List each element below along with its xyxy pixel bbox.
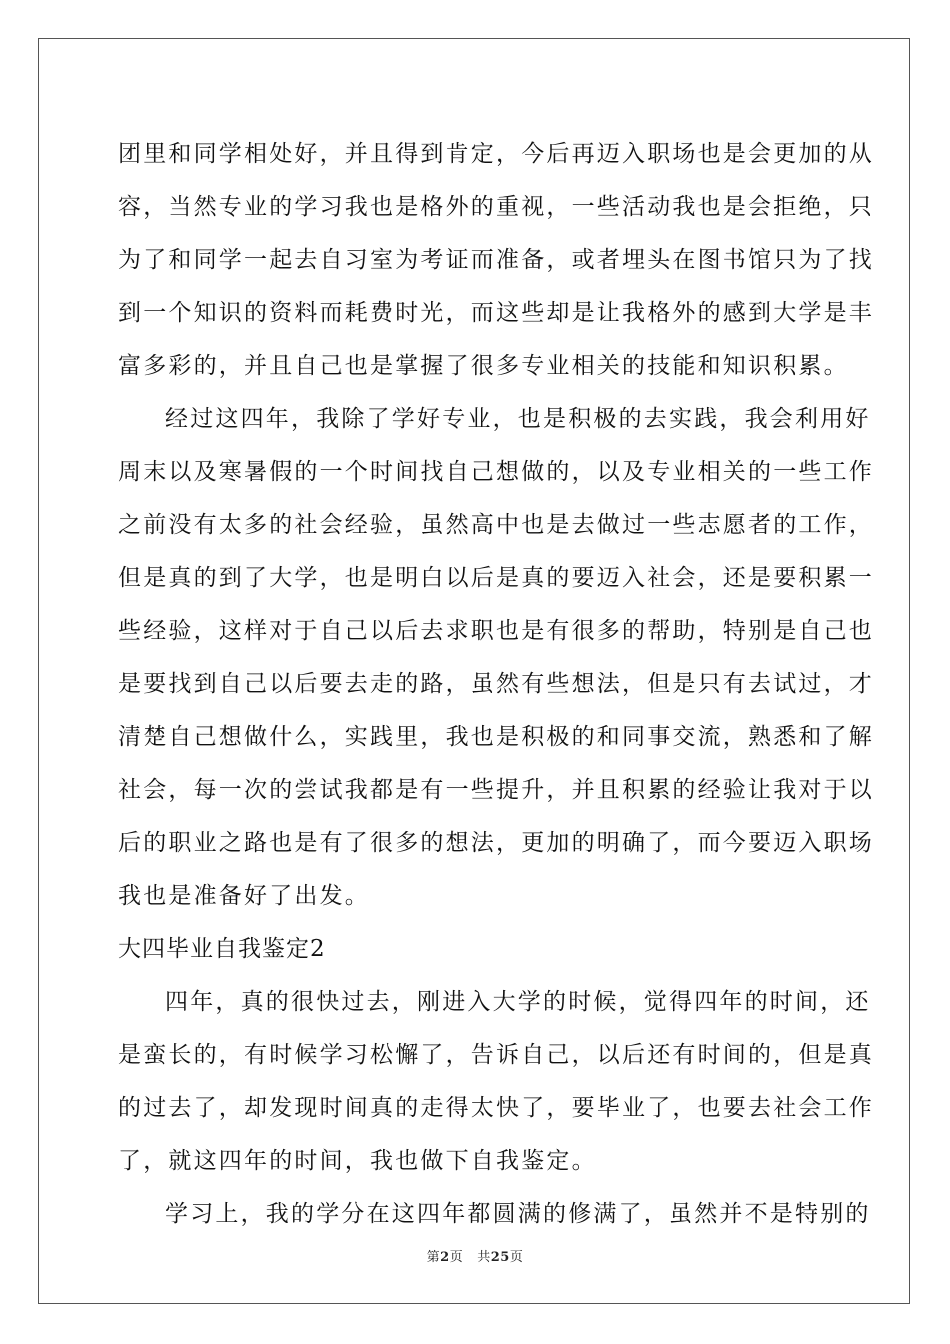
text-line: 后的职业之路也是有了很多的想法，更加的明确了，而今要迈入职场	[118, 830, 874, 856]
page-suffix: 页	[449, 1250, 464, 1265]
text-line: 社会，每一次的尝试我都是有一些提升，并且积累的经验让我对于以	[118, 777, 874, 803]
text-line: 我也是准备好了出发。	[118, 883, 370, 909]
text-line: 周末以及寒暑假的一个时间找自己想做的，以及专业相关的一些工作	[118, 459, 874, 485]
total-prefix: 共	[477, 1250, 491, 1265]
paragraph-start-line: 四年，真的很快过去，刚进入大学的时候，觉得四年的时间，还	[165, 989, 871, 1015]
paragraph-start-line: 学习上，我的学分在这四年都圆满的修满了，虽然并不是特别的	[165, 1201, 871, 1227]
paragraph-start-line: 经过这四年，我除了学好专业，也是积极的去实践，我会利用好	[165, 406, 871, 432]
text-line: 清楚自己想做什么，实践里，我也是积极的和同事交流，熟悉和了解	[118, 724, 874, 750]
section-heading: 大四毕业自我鉴定2	[118, 936, 326, 962]
page-footer	[0, 1246, 950, 1265]
text-line: 些经验，这样对于自己以后去求职也是有很多的帮助，特别是自己也	[118, 618, 874, 644]
text-line: 富多彩的，并且自己也是掌握了很多专业相关的技能和知识积累。	[118, 353, 849, 379]
text-line: 是要找到自己以后要去走的路，虽然有些想法，但是只有去试过，才	[118, 671, 874, 697]
total-pages: 25	[490, 1250, 510, 1265]
text-line: 为了和同学一起去自习室为考证而准备，或者埋头在图书馆只为了找	[118, 247, 874, 273]
text-line: 之前没有太多的社会经验，虽然高中也是去做过一些志愿者的工作，	[118, 512, 874, 538]
text-line: 的过去了，却发现时间真的走得太快了，要毕业了，也要去社会工作	[118, 1095, 874, 1121]
text-line: 容，当然专业的学习我也是格外的重视，一些活动我也是会拒绝，只	[118, 194, 874, 220]
page-number: 2	[440, 1250, 450, 1265]
page-prefix: 第	[426, 1250, 441, 1265]
text-line: 了，就这四年的时间，我也做下自我鉴定。	[118, 1148, 597, 1174]
text-line: 是蛮长的，有时候学习松懈了，告诉自己，以后还有时间的，但是真	[118, 1042, 874, 1068]
text-line: 但是真的到了大学，也是明白以后是真的要迈入社会，还是要积累一	[118, 565, 874, 591]
total-suffix: 页	[509, 1250, 524, 1265]
document-body	[118, 128, 874, 1241]
text-line: 团里和同学相处好，并且得到肯定，今后再迈入职场也是会更加的从	[118, 141, 874, 167]
text-line: 到一个知识的资料而耗费时光，而这些却是让我格外的感到大学是丰	[118, 300, 874, 326]
